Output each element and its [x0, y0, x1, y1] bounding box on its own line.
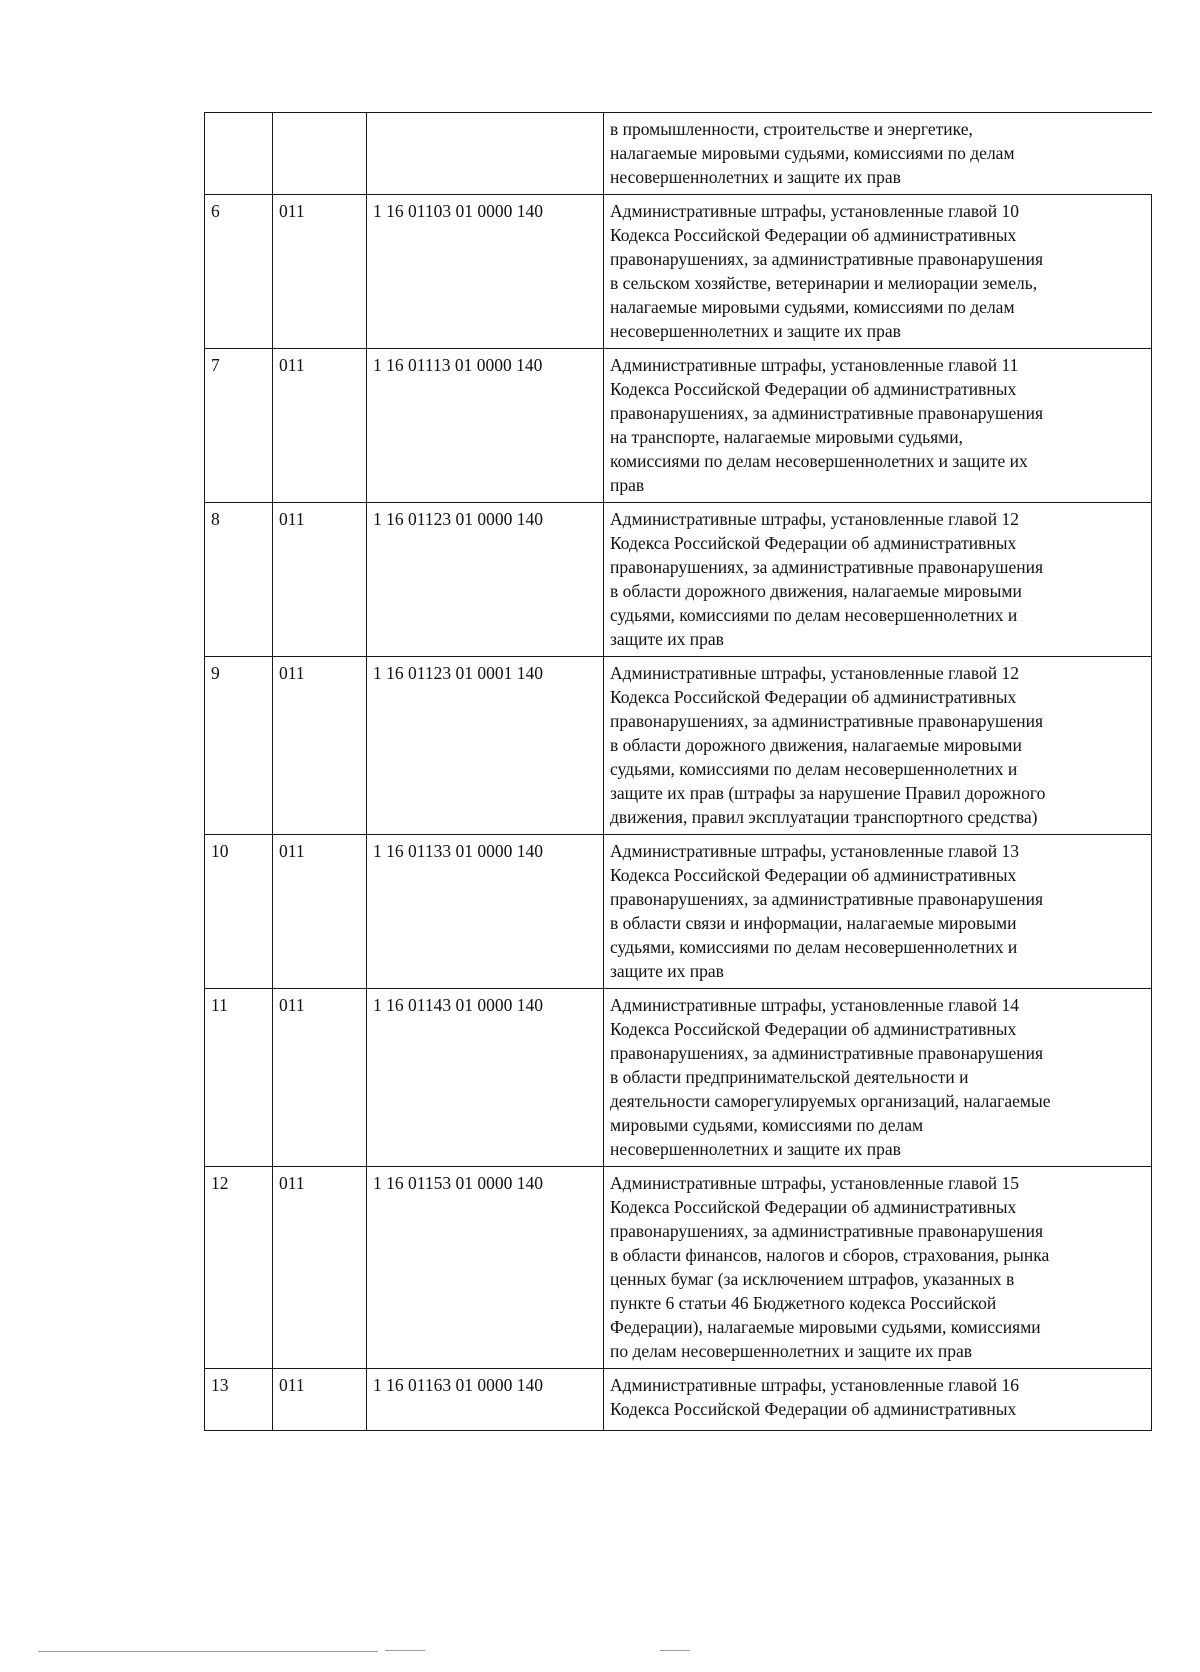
admin-code-cell: 011 — [273, 349, 367, 503]
admin-code-cell: 011 — [273, 1369, 367, 1431]
description-line: защите их прав — [610, 629, 724, 649]
description-line: Административные штрафы, установленные главой 12 — [610, 509, 1019, 529]
kbk-code-cell — [367, 113, 604, 195]
table-row — [205, 349, 1152, 503]
admin-code-cell: 011 — [273, 195, 367, 349]
description-line: Кодекса Российской Федерации об административных — [610, 687, 1017, 707]
kbk-code-cell: 1 16 01113 01 0000 140 — [367, 349, 604, 503]
table-row — [205, 989, 1152, 1167]
description-cell — [604, 349, 1152, 503]
description-line: Кодекса Российской Федерации об административных — [610, 533, 1017, 553]
row-number-cell — [205, 113, 273, 195]
admin-code-cell: 011 — [273, 989, 367, 1167]
description-cell — [604, 989, 1152, 1167]
row-number-cell: 9 — [205, 657, 273, 835]
admin-code-cell: 011 — [273, 835, 367, 989]
row-number-cell: 6 — [205, 195, 273, 349]
description-line: Административные штрафы, установленные главой 13 — [610, 841, 1019, 861]
description-line: несовершеннолетних и защите их прав — [610, 1139, 901, 1159]
description-line: несовершеннолетних и защите их прав — [610, 321, 901, 341]
scan-artifact-line — [385, 1650, 425, 1651]
table-row — [205, 835, 1152, 989]
scan-artifact-line — [660, 1650, 690, 1651]
description-line: деятельности саморегулируемых организаций, налагаемые — [610, 1091, 1051, 1111]
kbk-code-cell: 1 16 01143 01 0000 140 — [367, 989, 604, 1167]
description-line: защите их прав (штрафы за нарушение Правил дорожного — [610, 783, 1046, 803]
description-line: судьями, комиссиями по делам несовершеннолетних и — [610, 759, 1018, 779]
description-line: налагаемые мировыми судьями, комиссиями по делам — [610, 297, 1015, 317]
budget-revenue-table — [204, 112, 1152, 1431]
table-row — [205, 113, 1152, 195]
description-cell — [604, 503, 1152, 657]
kbk-code-cell: 1 16 01103 01 0000 140 — [367, 195, 604, 349]
description-line: Кодекса Российской Федерации об административных — [610, 1197, 1017, 1217]
description-line: в сельском хозяйстве, ветеринарии и мелиорации земель, — [610, 273, 1038, 293]
description-line: в области дорожного движения, налагаемые мировыми — [610, 581, 1022, 601]
description-line: по делам несовершеннолетних и защите их прав — [610, 1341, 973, 1361]
description-line: в области связи и информации, налагаемые мировыми — [610, 913, 1017, 933]
table-row — [205, 1369, 1152, 1431]
description-line: пункте 6 статьи 46 Бюджетного кодекса Российской — [610, 1293, 997, 1313]
description-cell — [604, 195, 1152, 349]
admin-code-cell: 011 — [273, 1167, 367, 1369]
description-line: Федерации), налагаемые мировыми судьями, комиссиями — [610, 1317, 1041, 1337]
description-line: Административные штрафы, установленные главой 10 — [610, 201, 1019, 221]
description-line: Административные штрафы, установленные главой 11 — [610, 355, 1019, 375]
row-number-cell: 13 — [205, 1369, 273, 1431]
scan-artifact-line — [38, 1651, 378, 1652]
admin-code-cell: 011 — [273, 657, 367, 835]
description-line: на транспорте, налагаемые мировыми судьями, — [610, 427, 963, 447]
description-line: правонарушениях, за административные правонарушения — [610, 557, 1044, 577]
description-line: Кодекса Российской Федерации об административных — [610, 865, 1017, 885]
description-line: защите их прав — [610, 961, 724, 981]
description-line: Кодекса Российской Федерации об административных — [610, 379, 1017, 399]
kbk-code-cell: 1 16 01133 01 0000 140 — [367, 835, 604, 989]
table-row — [205, 1167, 1152, 1369]
description-line: в области предпринимательской деятельности и — [610, 1067, 969, 1087]
row-number-cell: 12 — [205, 1167, 273, 1369]
table-row — [205, 657, 1152, 835]
row-number-cell: 8 — [205, 503, 273, 657]
description-cell — [604, 657, 1152, 835]
description-line: судьями, комиссиями по делам несовершеннолетних и — [610, 605, 1018, 625]
description-line: правонарушениях, за административные правонарушения — [610, 249, 1044, 269]
description-line: Административные штрафы, установленные главой 12 — [610, 663, 1019, 683]
kbk-code-cell: 1 16 01163 01 0000 140 — [367, 1369, 604, 1431]
description-line: правонарушениях, за административные правонарушения — [610, 1221, 1044, 1241]
description-line: налагаемые мировыми судьями, комиссиями по делам — [610, 143, 1015, 163]
description-line: правонарушениях, за административные правонарушения — [610, 711, 1044, 731]
description-line: Административные штрафы, установленные главой 15 — [610, 1173, 1019, 1193]
description-line: прав — [610, 475, 645, 495]
table-row — [205, 503, 1152, 657]
description-line: несовершеннолетних и защите их прав — [610, 167, 901, 187]
description-line: ценных бумаг (за исключением штрафов, указанных в — [610, 1269, 1015, 1289]
description-line: комиссиями по делам несовершеннолетних и защите их — [610, 451, 1028, 471]
description-line: Кодекса Российской Федерации об административных — [610, 1399, 1017, 1419]
admin-code-cell: 011 — [273, 503, 367, 657]
description-line: Кодекса Российской Федерации об административных — [610, 225, 1017, 245]
row-number-cell: 11 — [205, 989, 273, 1167]
table-body — [205, 113, 1152, 1431]
description-line: правонарушениях, за административные правонарушения — [610, 403, 1044, 423]
kbk-code-cell: 1 16 01123 01 0000 140 — [367, 503, 604, 657]
description-line: судьями, комиссиями по делам несовершеннолетних и — [610, 937, 1018, 957]
description-cell — [604, 1369, 1152, 1431]
description-line: движения, правил эксплуатации транспортного средства) — [610, 807, 1038, 827]
kbk-code-cell: 1 16 01123 01 0001 140 — [367, 657, 604, 835]
description-line: в промышленности, строительстве и энергетике, — [610, 119, 973, 139]
description-line: правонарушениях, за административные правонарушения — [610, 889, 1044, 909]
description-line: мировыми судьями, комиссиями по делам — [610, 1115, 924, 1135]
description-line: Административные штрафы, установленные главой 16 — [610, 1375, 1019, 1395]
description-line: правонарушениях, за административные правонарушения — [610, 1043, 1044, 1063]
admin-code-cell — [273, 113, 367, 195]
description-line: Кодекса Российской Федерации об административных — [610, 1019, 1017, 1039]
description-cell — [604, 113, 1152, 195]
description-line: в области финансов, налогов и сборов, страхования, рынка — [610, 1245, 1050, 1265]
kbk-code-cell: 1 16 01153 01 0000 140 — [367, 1167, 604, 1369]
description-cell — [604, 1167, 1152, 1369]
description-line: в области дорожного движения, налагаемые мировыми — [610, 735, 1022, 755]
row-number-cell: 10 — [205, 835, 273, 989]
description-cell — [604, 835, 1152, 989]
table-row — [205, 195, 1152, 349]
description-line: Административные штрафы, установленные главой 14 — [610, 995, 1019, 1015]
row-number-cell: 7 — [205, 349, 273, 503]
